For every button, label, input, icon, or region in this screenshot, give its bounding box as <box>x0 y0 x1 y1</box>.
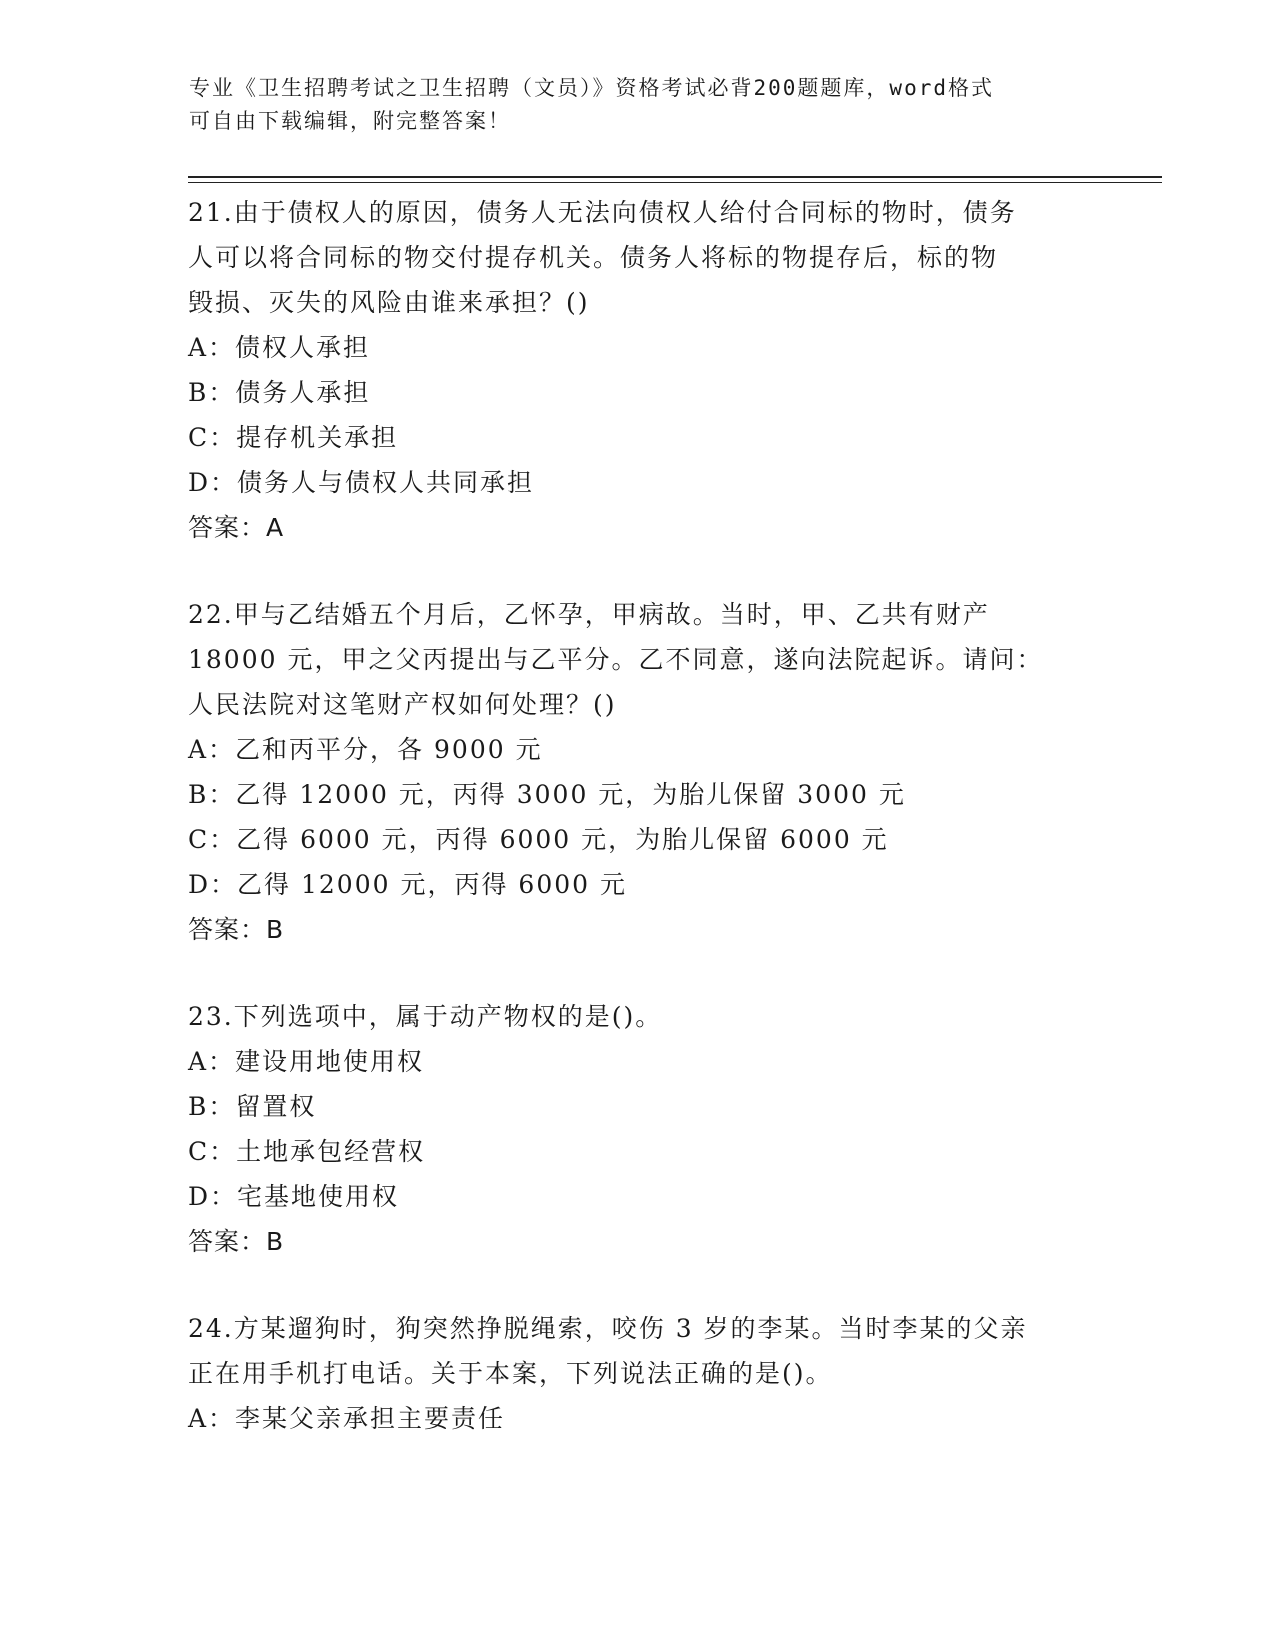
question-spacer <box>188 1264 1088 1306</box>
stem-line: 人可以将合同标的物交付提存机关。债务人将标的物提存后，标的物 <box>188 243 999 272</box>
header-rule-thick <box>188 176 1162 178</box>
question-21 <box>188 190 1088 550</box>
answer: 答案：B <box>188 915 285 944</box>
answer: 答案：B <box>188 1227 285 1256</box>
stem-line: 毁损、灭失的风险由谁来承担？() <box>188 288 590 317</box>
option-c: C：乙得 6000 元，丙得 6000 元，为胎儿保留 6000 元 <box>188 825 889 854</box>
option-d: D：乙得 12000 元，丙得 6000 元 <box>188 870 627 899</box>
stem-line: 23.下列选项中，属于动产物权的是()。 <box>188 1002 663 1031</box>
answer: 答案：A <box>188 513 285 542</box>
stem-line: 正在用手机打电话。关于本案，下列说法正确的是()。 <box>188 1359 833 1388</box>
option-b: B：留置权 <box>188 1092 317 1121</box>
option-b: B：乙得 12000 元，丙得 3000 元，为胎儿保留 3000 元 <box>188 780 906 809</box>
question-24 <box>188 1306 1088 1441</box>
option-d: D：债务人与债权人共同承担 <box>188 468 535 497</box>
question-stem <box>188 190 1088 325</box>
question-23 <box>188 994 1088 1264</box>
question-stem <box>188 592 1088 727</box>
stem-line: 人民法院对这笔财产权如何处理？() <box>188 690 617 719</box>
option-c: C：土地承包经营权 <box>188 1137 426 1166</box>
stem-line: 24.方某遛狗时，狗突然挣脱绳索，咬伤 3 岁的李某。当时李某的父亲 <box>188 1314 1028 1343</box>
document-header <box>189 72 1089 138</box>
stem-line: 18000 元，甲之父丙提出与乙平分。乙不同意，遂向法院起诉。请问： <box>188 645 1044 674</box>
option-a: A：建设用地使用权 <box>188 1047 425 1076</box>
header-rule-thin <box>188 182 1162 183</box>
question-spacer <box>188 952 1088 994</box>
header-line-1: 专业《卫生招聘考试之卫生招聘（文员）》资格考试必背200题题库，word格式 <box>189 76 994 100</box>
stem-line: 21.由于债权人的原因，债务人无法向债权人给付合同标的物时，债务 <box>188 198 1017 227</box>
option-a: A：债权人承担 <box>188 333 371 362</box>
stem-line: 22.甲与乙结婚五个月后，乙怀孕，甲病故。当时，甲、乙共有财产 <box>188 600 990 629</box>
option-c: C：提存机关承担 <box>188 423 399 452</box>
question-spacer <box>188 550 1088 592</box>
option-a: A：李某父亲承担主要责任 <box>188 1404 506 1433</box>
option-b: B：债务人承担 <box>188 378 371 407</box>
question-stem <box>188 994 1088 1039</box>
header-line-2: 可自由下载编辑，附完整答案！ <box>189 109 511 133</box>
question-list <box>188 190 1088 1441</box>
option-d: D：宅基地使用权 <box>188 1182 400 1211</box>
option-a: A：乙和丙平分，各 9000 元 <box>188 735 543 764</box>
question-stem <box>188 1306 1088 1396</box>
question-22 <box>188 592 1088 952</box>
